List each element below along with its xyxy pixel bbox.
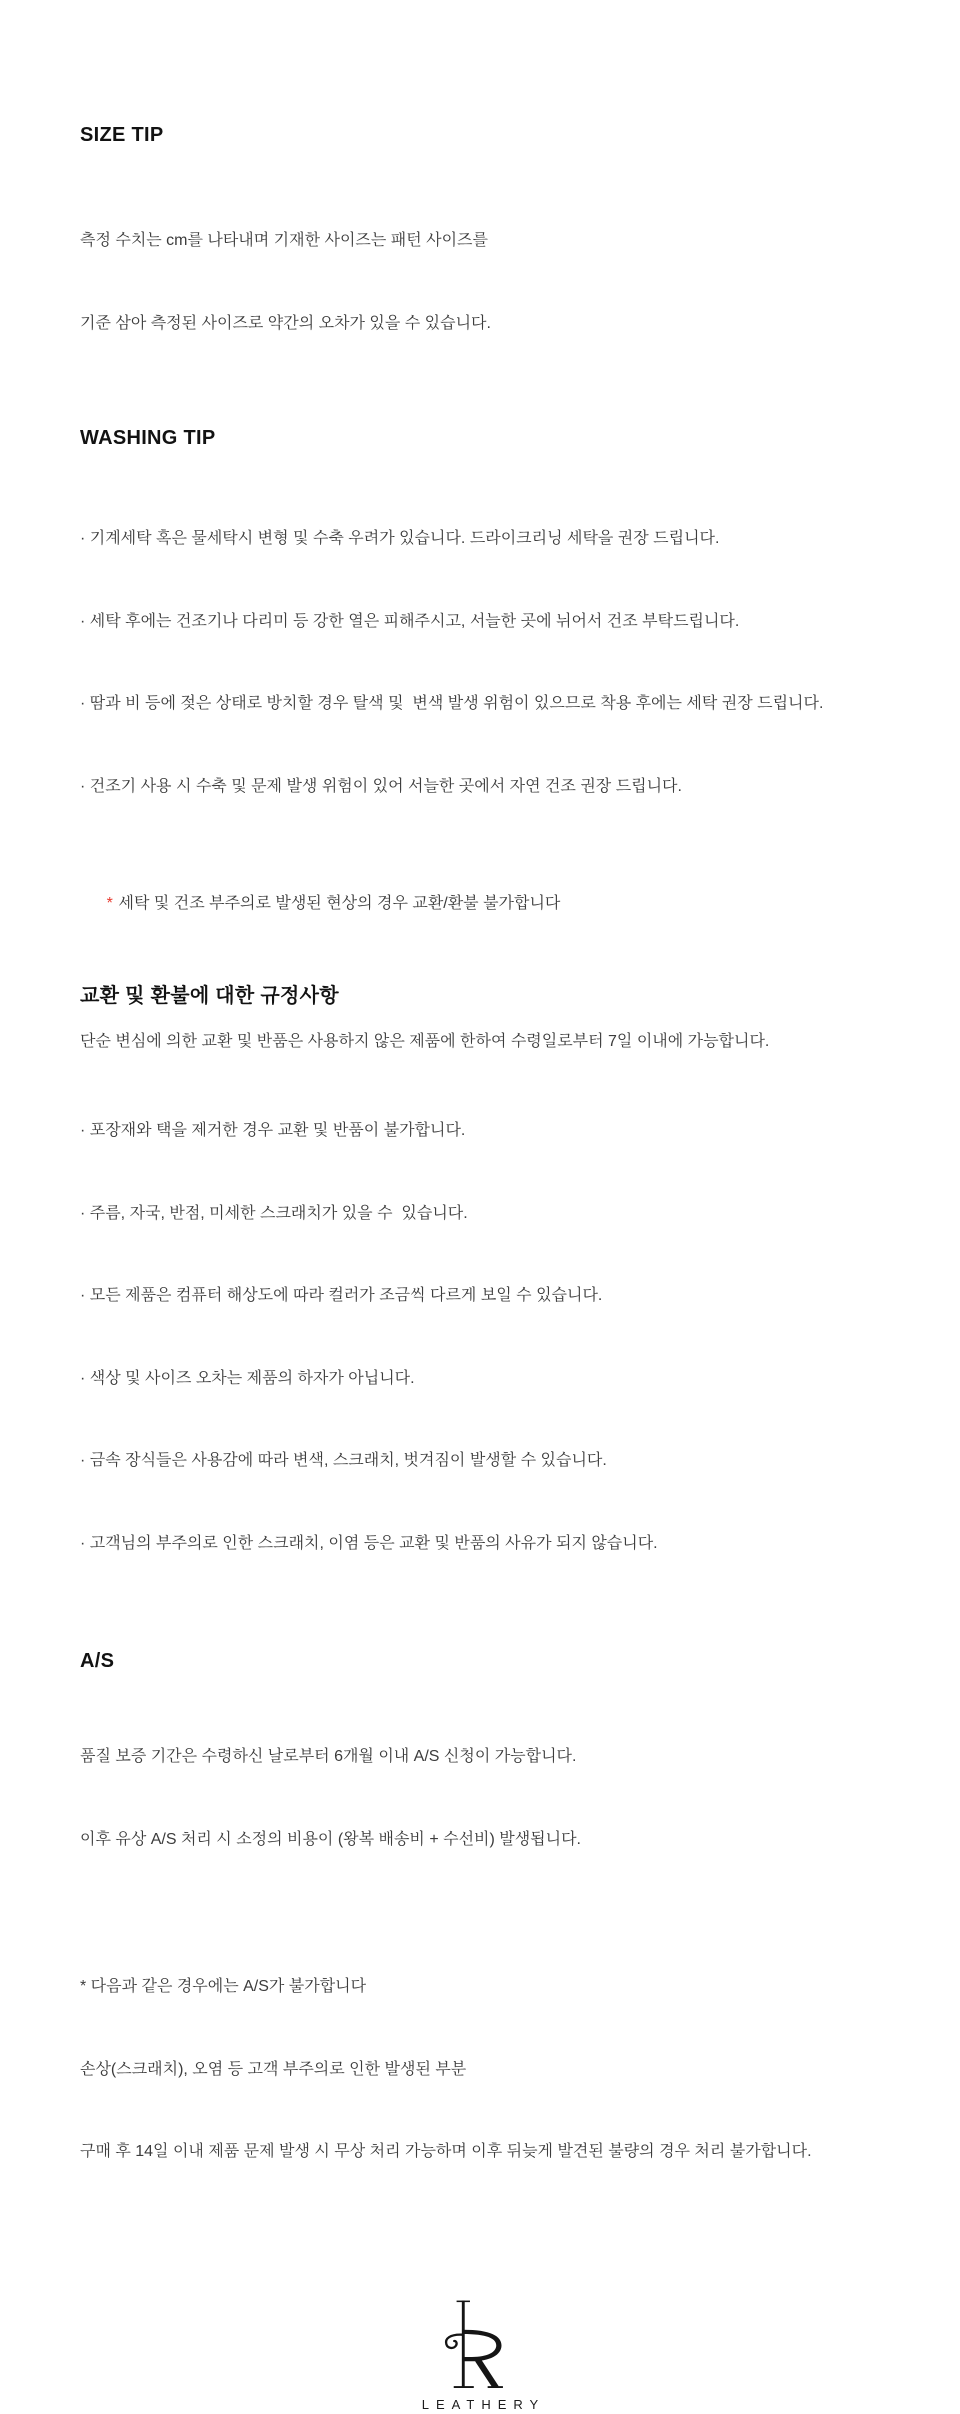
section-washing-tip bbox=[80, 425, 880, 945]
text-line: 품질 보증 기간은 수령하신 날로부터 6개월 이내 A/S 신청이 가능합니다. bbox=[80, 1748, 577, 1765]
warning-text: 세탁 및 건조 부주의로 발생된 현상의 경우 교환/환불 불가합니다 bbox=[118, 894, 561, 912]
after-service-title: A/S bbox=[80, 1650, 115, 1672]
text-line: 측정 수치는 cm를 나타내며 기재한 사이즈는 패턴 사이즈를 bbox=[80, 232, 488, 249]
brand-footer bbox=[80, 2297, 880, 2414]
bullet-line: · 건조기 사용 시 수축 및 문제 발생 위험이 있어 서늘한 곳에서 자연 건조 권장 드립니다. bbox=[80, 777, 682, 795]
section-after-service bbox=[80, 1648, 880, 2221]
bullet-line: · 모든 제품은 컴퓨터 해상도에 따라 컬러가 조금씩 다르게 보일 수 있습니다. bbox=[80, 1287, 603, 1304]
bullet-line: · 색상 및 사이즈 오차는 제품의 하자가 아닙니다. bbox=[80, 1369, 415, 1387]
size-tip-title: SIZE TIP bbox=[80, 124, 164, 146]
lr-monogram-logo bbox=[437, 2297, 523, 2393]
exchange-refund-intro: 단순 변심에 의한 교환 및 반품은 사용하지 않은 제품에 한하여 수령일로부터 7일 이내에 가능합니다. bbox=[80, 1032, 770, 1050]
section-exchange-refund bbox=[80, 983, 880, 1613]
bullet-line: · 땀과 비 등에 젖은 상태로 방치할 경우 탈색 및 변색 발생 위험이 있으므로 착용 후에는 세탁 권장 드립니다. bbox=[80, 695, 824, 712]
after-service-notes bbox=[80, 1918, 880, 2221]
text-line: 이후 유상 A/S 처리 시 소정의 비용이 (왕복 배송비 + 수선비) 발생됩니다. bbox=[80, 1830, 581, 1848]
note-line: 구매 후 14일 이내 제품 문제 발생 시 무상 처리 가능하며 이후 뒤늦게 발견된 불량의 경우 처리 불가합니다. bbox=[80, 2143, 812, 2160]
brand-wordmark: LEATHERY bbox=[421, 2396, 546, 2412]
after-service-text bbox=[80, 1688, 880, 1908]
exchange-refund-bullet-list bbox=[80, 1062, 880, 1612]
red-asterisk-marker: * bbox=[106, 894, 113, 912]
exchange-refund-title: 교환 및 환불에 대한 규정사항 bbox=[80, 984, 339, 1007]
note-line: * 다음과 같은 경우에는 A/S가 불가합니다 bbox=[80, 1978, 367, 1995]
washing-tip-bullet-list bbox=[80, 470, 880, 855]
section-size-tip bbox=[80, 122, 880, 392]
size-tip-text bbox=[80, 172, 880, 392]
text-line: 기준 삼아 측정된 사이즈로 약간의 오차가 있을 수 있습니다. bbox=[80, 314, 491, 332]
bullet-line: · 고객님의 부주의로 인한 스크래치, 이염 등은 교환 및 반품의 사유가 되지 않습니다. bbox=[80, 1534, 658, 1552]
bullet-line: · 기계세탁 혹은 물세탁시 변형 및 수축 우려가 있습니다. 드라이크리닝 세탁을 권장 드립니다. bbox=[80, 530, 720, 547]
washing-tip-title: WASHING TIP bbox=[80, 427, 216, 449]
washing-tip-warning bbox=[80, 862, 880, 945]
bullet-line: · 주름, 자국, 반점, 미세한 스크래치가 있을 수 있습니다. bbox=[80, 1204, 468, 1222]
bullet-line: · 포장재와 택을 제거한 경우 교환 및 반품이 불가합니다. bbox=[80, 1122, 466, 1139]
note-line: 손상(스크래치), 오염 등 고객 부주의로 인한 발생된 부분 bbox=[80, 2060, 467, 2078]
bullet-line: · 세탁 후에는 건조기나 다리미 등 강한 열은 피해주시고, 서늘한 곳에 뉘어서 건조 부탁드립니다. bbox=[80, 612, 740, 630]
bullet-line: · 금속 장식들은 사용감에 따라 변색, 스크래치, 벗겨짐이 발생할 수 있습니다. bbox=[80, 1452, 607, 1469]
